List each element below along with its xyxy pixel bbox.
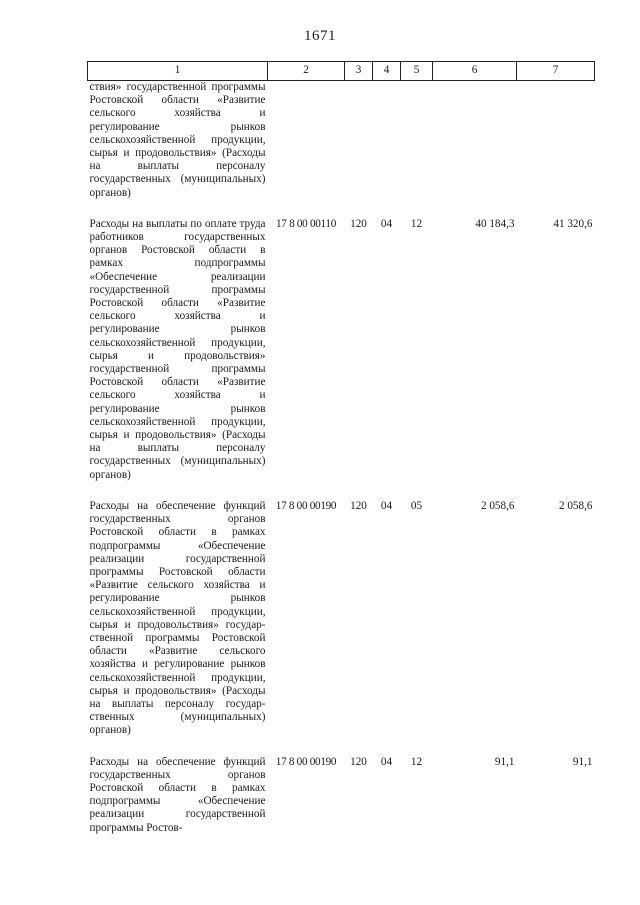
row-subsection: 05 xyxy=(410,499,423,512)
row-target-code: 17 8 00 00110 xyxy=(275,217,336,230)
row-amount-col7 xyxy=(517,81,595,214)
row-section: 04 xyxy=(380,217,393,230)
row-section: 04 xyxy=(380,499,393,512)
row-expense-type: 120 xyxy=(350,755,367,768)
column-header-4: 4 xyxy=(373,62,401,81)
row-subsection: 12 xyxy=(410,755,423,768)
table-row xyxy=(88,81,595,214)
table-row xyxy=(88,752,595,849)
page-number: 1671 xyxy=(304,28,336,44)
column-header-1: 1 xyxy=(88,62,268,81)
row-section xyxy=(373,81,401,214)
column-header-3: 3 xyxy=(345,62,373,81)
row-amount-col6 xyxy=(433,81,517,214)
row-expense-type: 120 xyxy=(350,499,367,512)
row-amount-col6: 91,1 xyxy=(494,755,515,768)
row-amount-col7: 41 320,6 xyxy=(553,217,593,230)
row-amount-col7: 91,1 xyxy=(572,755,593,768)
table-row xyxy=(88,496,595,752)
row-amount-col6: 2 058,6 xyxy=(480,499,515,512)
column-header-5: 5 xyxy=(401,62,433,81)
row-description: Расходы на обеспечение функций государственных органов Ростовской области в рамках подпрограммы «Обеспечение реализации государственной программы Ростовской области «Развитие сельского хозяйства и регулирование рынков сельскохозяйственной продукции, сырья и продовольствия» государственной программы Ростовской области «Развитие сельского хозяйства и регулирование рынков сельскохозяйственной продукции, сырья и продовольствия» (Расходы на выплаты персоналу государственных (муниципальных) органов) xyxy=(89,499,266,737)
row-target-code: 17 8 00 00190 xyxy=(275,755,337,768)
budget-table xyxy=(87,61,595,849)
row-amount-col7: 2 058,6 xyxy=(558,499,593,512)
table-row xyxy=(88,214,595,496)
column-header-7: 7 xyxy=(517,62,595,81)
column-header-2: 2 xyxy=(268,62,345,81)
column-header-6: 6 xyxy=(433,62,517,81)
row-description: ствия» государственной программы Ростовской области «Развитие сельского хозяйства и регулирование рынков сельскохозяйственной продукции, сырья и продовольствия» (Расходы на выплаты персоналу государственных (муниципальных) органов) xyxy=(89,81,266,199)
row-subsection: 12 xyxy=(410,217,423,230)
row-target-code xyxy=(268,81,345,214)
row-amount-col6: 40 184,3 xyxy=(475,217,515,230)
row-description: Расходы на выплаты по оплате труда работников государственных органов Ростовской области в рамках подпрограммы «Обеспечение реализации государственной программы Ростовской области «Развитие сельского хозяйства и регулирование рынков сельскохозяйственной продукции, сырья и продовольствия» государственной программы Ростовской области «Развитие сельского хозяйства и регулирование рынков сельскохозяйственной продукции, сырья и продовольствия» (Расходы на выплаты персоналу государственных (муниципальных) органов) xyxy=(89,217,266,481)
row-target-code: 17 8 00 00190 xyxy=(275,499,337,512)
table-header-row xyxy=(88,62,595,81)
row-subsection xyxy=(401,81,433,214)
row-expense-type: 120 xyxy=(350,217,367,230)
row-description: Расходы на обеспечение функций государственных органов Ростовской области в рамках подпрограммы «Обеспечение реализации государственной программы Ростов- xyxy=(89,755,266,834)
row-expense-type xyxy=(345,81,373,214)
row-section: 04 xyxy=(380,755,393,768)
